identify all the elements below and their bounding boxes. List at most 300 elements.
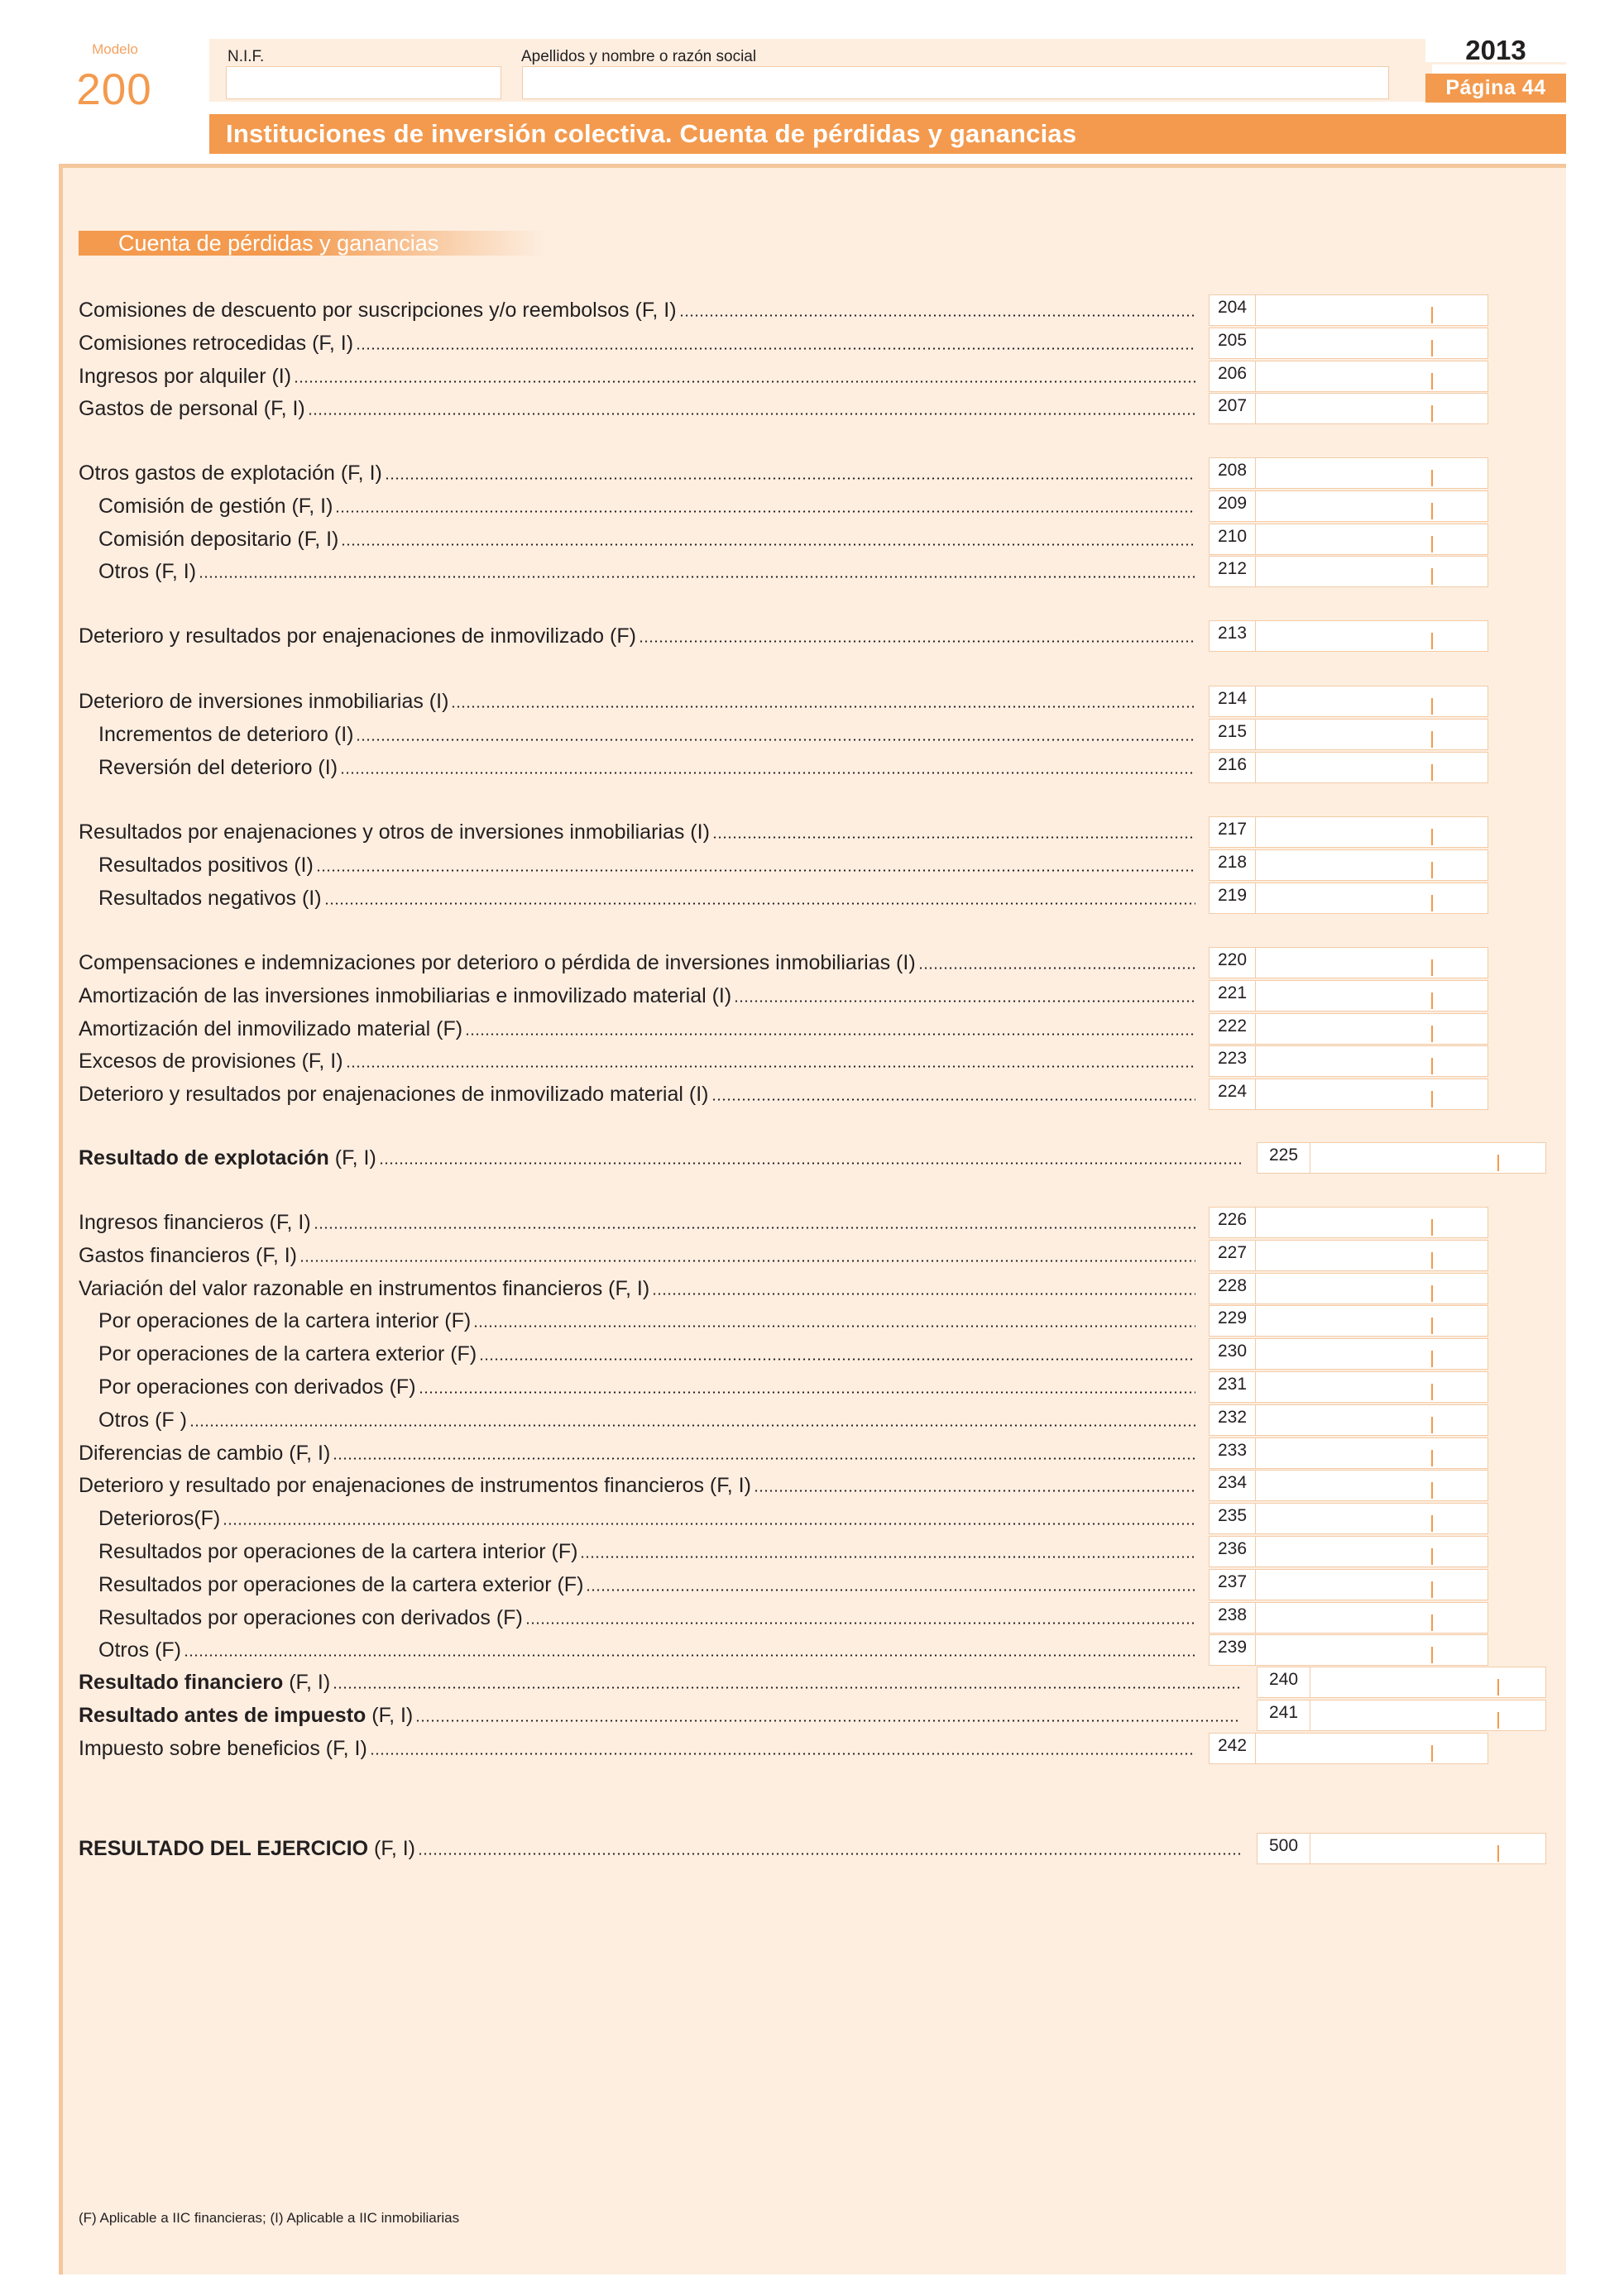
- box-code: 222: [1209, 1013, 1255, 1045]
- box-code: 227: [1209, 1240, 1255, 1271]
- amount-field-217[interactable]: [1209, 816, 1488, 848]
- row-label-text: Por operaciones de la cartera exterior (F): [98, 1342, 477, 1366]
- decimal-separator: [1431, 764, 1433, 781]
- box-code: 228: [1209, 1273, 1255, 1304]
- dot-leader: [356, 347, 1195, 350]
- form-row-222: [79, 1011, 1195, 1040]
- box-code: 234: [1209, 1470, 1255, 1501]
- form-row-204: [79, 292, 1195, 322]
- decimal-separator: [1431, 1285, 1433, 1302]
- row-label: [79, 1083, 709, 1106]
- amount-field-228[interactable]: [1209, 1273, 1488, 1304]
- row-label-text: Compensaciones e indemnizaciones por deterioro o pérdida de inversiones inmobiliarias (I): [79, 951, 916, 974]
- dot-leader: [451, 706, 1195, 708]
- amount-input[interactable]: [1255, 1733, 1488, 1764]
- amount-input[interactable]: [1255, 294, 1488, 326]
- row-label: [79, 528, 338, 551]
- dot-leader: [734, 1000, 1195, 1002]
- row-label-text: Ingresos por alquiler (I): [79, 365, 292, 388]
- dot-leader: [346, 1065, 1195, 1068]
- row-label: [79, 560, 196, 583]
- dot-leader: [324, 902, 1195, 905]
- box-code: 221: [1209, 980, 1255, 1012]
- amount-field-208[interactable]: [1209, 457, 1488, 489]
- row-label: [79, 854, 314, 877]
- amount-input[interactable]: [1255, 393, 1488, 424]
- amount-input[interactable]: [1255, 620, 1488, 652]
- box-code: 213: [1209, 620, 1255, 652]
- dot-leader: [479, 1358, 1195, 1361]
- amount-field-218[interactable]: [1209, 849, 1488, 881]
- amount-input[interactable]: [1255, 947, 1488, 978]
- decimal-separator: [1431, 1058, 1433, 1074]
- form-row-217: [79, 814, 1195, 844]
- row-label-text: Amortización de las inversiones inmobiliarias e inmovilizado material (I): [79, 984, 732, 1007]
- decimal-separator: [1431, 1482, 1433, 1499]
- decimal-separator: [1431, 1515, 1433, 1532]
- row-label: [79, 951, 916, 974]
- name-label: Apellidos y nombre o razón social: [521, 48, 757, 65]
- amount-field-223[interactable]: [1209, 1045, 1488, 1077]
- decimal-separator: [1431, 503, 1433, 519]
- amount-input[interactable]: [1310, 1667, 1546, 1698]
- amount-field-206[interactable]: [1209, 361, 1488, 392]
- amount-field-205[interactable]: [1209, 328, 1488, 359]
- box-code: 205: [1209, 328, 1255, 359]
- amount-field-234[interactable]: [1209, 1470, 1488, 1501]
- amount-input[interactable]: [1255, 719, 1488, 750]
- form-row-221: [79, 978, 1195, 1007]
- form-row-218: [79, 847, 1195, 877]
- amount-input[interactable]: [1255, 1079, 1488, 1110]
- dot-leader: [341, 543, 1195, 546]
- amount-field-225[interactable]: [1257, 1142, 1546, 1174]
- box-code: 226: [1209, 1207, 1255, 1238]
- dot-leader: [316, 869, 1195, 872]
- nif-label: N.I.F.: [228, 48, 265, 65]
- form-row-212: [79, 553, 1195, 583]
- decimal-separator: [1431, 568, 1433, 585]
- name-input[interactable]: [522, 66, 1389, 99]
- decimal-separator: [1431, 1548, 1433, 1565]
- dot-leader: [586, 1589, 1195, 1591]
- row-label-text: (F, I): [283, 1671, 331, 1694]
- amount-input[interactable]: [1255, 816, 1488, 848]
- amount-field-233[interactable]: [1209, 1437, 1488, 1469]
- row-label: [79, 1277, 649, 1300]
- amount-field-240[interactable]: [1257, 1667, 1546, 1698]
- row-label-text: Impuesto sobre beneficios (F, I): [79, 1737, 367, 1760]
- amount-field-232[interactable]: [1209, 1404, 1488, 1436]
- row-label-text: Diferencias de cambio (F, I): [79, 1442, 331, 1465]
- amount-field-241[interactable]: [1257, 1700, 1546, 1731]
- dot-leader: [199, 576, 1195, 578]
- box-code: 225: [1257, 1142, 1310, 1174]
- amount-input[interactable]: [1255, 1305, 1488, 1337]
- dot-leader: [580, 1556, 1195, 1558]
- amount-input[interactable]: [1255, 1404, 1488, 1436]
- row-label-text: Comisión depositario (F, I): [98, 528, 339, 551]
- dot-leader: [314, 1227, 1195, 1229]
- row-label: [79, 984, 731, 1007]
- row-label-text: Incrementos de deterioro (I): [98, 723, 354, 746]
- amount-input[interactable]: [1255, 328, 1488, 359]
- decimal-separator: [1431, 633, 1433, 649]
- box-code: 220: [1209, 947, 1255, 978]
- amount-field-235[interactable]: [1209, 1503, 1488, 1534]
- row-label-text: Comisiones de descuento por suscripciones y/o reembolsos (F, I): [79, 299, 677, 322]
- row-label: [79, 1606, 523, 1629]
- form-row-500: [79, 1830, 1241, 1860]
- row-label-text: Deterioros(F): [98, 1507, 221, 1530]
- row-label: [79, 820, 710, 844]
- box-code: 500: [1257, 1833, 1310, 1864]
- form-row-223: [79, 1043, 1195, 1073]
- year: 2013: [1425, 39, 1566, 65]
- box-code: 210: [1209, 524, 1255, 555]
- row-label: [79, 1573, 583, 1596]
- dot-leader: [189, 1424, 1195, 1427]
- amount-field-229[interactable]: [1209, 1305, 1488, 1337]
- decimal-separator: [1431, 536, 1433, 552]
- amount-field-216[interactable]: [1209, 752, 1488, 783]
- form-row-216: [79, 749, 1195, 779]
- dot-leader: [918, 967, 1195, 969]
- row-label-text: Ingresos financieros (F, I): [79, 1211, 311, 1234]
- row-label-bold: Resultado antes de impuesto: [79, 1704, 366, 1727]
- amount-input[interactable]: [1255, 1371, 1488, 1403]
- amount-field-219[interactable]: [1209, 883, 1488, 914]
- dot-leader: [385, 477, 1195, 480]
- amount-field-204[interactable]: [1209, 294, 1488, 326]
- footnote: (F) Aplicable a IIC financieras; (I) Aplicable a IIC inmobiliarias: [79, 2210, 460, 2226]
- amount-input[interactable]: [1255, 1634, 1488, 1666]
- row-label-text: (F, I): [328, 1146, 376, 1170]
- dot-leader: [340, 772, 1195, 774]
- box-code: 223: [1209, 1045, 1255, 1077]
- dot-leader: [415, 1720, 1241, 1722]
- amount-field-236[interactable]: [1209, 1536, 1488, 1567]
- row-label-text: Gastos de personal (F, I): [79, 397, 305, 420]
- row-label-text: Por operaciones con derivados (F): [98, 1375, 416, 1399]
- row-label: [79, 495, 333, 518]
- row-label: [79, 624, 636, 648]
- amount-field-237[interactable]: [1209, 1569, 1488, 1600]
- row-label-bold: Resultado de explotación: [79, 1146, 329, 1170]
- form-row-224: [79, 1076, 1195, 1106]
- row-label-text: Otros (F, I): [98, 560, 197, 583]
- modelo-label: Modelo: [92, 41, 138, 57]
- amount-field-227[interactable]: [1209, 1240, 1488, 1271]
- row-label-text: Gastos financieros (F, I): [79, 1244, 297, 1267]
- box-code: 240: [1257, 1667, 1310, 1698]
- amount-input[interactable]: [1255, 490, 1488, 522]
- decimal-separator: [1431, 1026, 1433, 1042]
- amount-field-238[interactable]: [1209, 1602, 1488, 1634]
- form-row-206: [79, 358, 1195, 388]
- decimal-separator: [1431, 307, 1433, 323]
- form-row-205: [79, 325, 1195, 355]
- box-code: 230: [1209, 1338, 1255, 1370]
- form-row-207: [79, 390, 1195, 420]
- form-row-213: [79, 618, 1195, 648]
- amount-input[interactable]: [1255, 1437, 1488, 1469]
- amount-field-210[interactable]: [1209, 524, 1488, 555]
- amount-input[interactable]: [1310, 1142, 1546, 1174]
- box-code: 235: [1209, 1503, 1255, 1534]
- row-label: [79, 1638, 181, 1662]
- row-label: [79, 1146, 376, 1170]
- form-row-239: [79, 1632, 1195, 1662]
- form-row-227: [79, 1237, 1195, 1267]
- decimal-separator: [1431, 862, 1433, 878]
- row-label-text: Resultados positivos (I): [98, 854, 314, 877]
- box-code: 239: [1209, 1634, 1255, 1666]
- row-label-bold: Resultado financiero: [79, 1671, 284, 1694]
- decimal-separator: [1431, 405, 1433, 422]
- box-code: 217: [1209, 816, 1255, 848]
- amount-input[interactable]: [1255, 849, 1488, 881]
- page-title: Instituciones de inversión colectiva. Cuenta de pérdidas y ganancias: [209, 114, 1566, 154]
- form-row-231: [79, 1369, 1195, 1399]
- decimal-separator: [1431, 959, 1433, 976]
- amount-input[interactable]: [1255, 752, 1488, 783]
- section-title: Cuenta de pérdidas y ganancias: [79, 231, 546, 256]
- box-code: 216: [1209, 752, 1255, 783]
- row-label: [79, 887, 322, 910]
- box-code: 224: [1209, 1079, 1255, 1110]
- form-row-230: [79, 1336, 1195, 1366]
- amount-input[interactable]: [1255, 1045, 1488, 1077]
- row-label: [79, 1409, 187, 1432]
- decimal-separator: [1431, 1614, 1433, 1631]
- row-label-text: Resultados por operaciones de la cartera exterior (F): [98, 1573, 584, 1596]
- amount-field-213[interactable]: [1209, 620, 1488, 652]
- amount-input[interactable]: [1255, 1338, 1488, 1370]
- row-label: [79, 1474, 751, 1497]
- decimal-separator: [1431, 731, 1433, 748]
- dot-leader: [379, 1162, 1241, 1165]
- row-label: [79, 397, 305, 420]
- box-code: 204: [1209, 294, 1255, 326]
- decimal-separator: [1431, 1384, 1433, 1400]
- amount-field-230[interactable]: [1209, 1338, 1488, 1370]
- decimal-separator: [1431, 1450, 1433, 1466]
- form-row-209: [79, 488, 1195, 518]
- dot-leader: [652, 1293, 1195, 1295]
- amount-input[interactable]: [1255, 1569, 1488, 1600]
- row-label-text: Deterioro de inversiones inmobiliarias (I): [79, 690, 449, 713]
- amount-field-214[interactable]: [1209, 686, 1488, 717]
- decimal-separator: [1497, 1155, 1499, 1171]
- row-label: [79, 723, 353, 746]
- form-row-232: [79, 1402, 1195, 1432]
- decimal-separator: [1497, 1679, 1499, 1696]
- box-code: 233: [1209, 1437, 1255, 1469]
- amount-input[interactable]: [1255, 1207, 1488, 1238]
- dot-leader: [754, 1490, 1195, 1492]
- box-code: 207: [1209, 393, 1255, 424]
- amount-field-212[interactable]: [1209, 556, 1488, 587]
- decimal-separator: [1497, 1712, 1499, 1729]
- box-code: 229: [1209, 1305, 1255, 1337]
- dot-leader: [223, 1523, 1195, 1525]
- form-row-214: [79, 683, 1195, 713]
- row-label: [79, 690, 448, 713]
- box-code: 209: [1209, 490, 1255, 522]
- dot-leader: [333, 1457, 1195, 1460]
- form-row-233: [79, 1435, 1195, 1465]
- decimal-separator: [1431, 1091, 1433, 1107]
- amount-input[interactable]: [1255, 1470, 1488, 1501]
- form-row-225: [79, 1140, 1241, 1170]
- amount-input[interactable]: [1255, 1240, 1488, 1271]
- form-row-238: [79, 1600, 1195, 1629]
- amount-input[interactable]: [1255, 361, 1488, 392]
- form-row-240: [79, 1664, 1241, 1694]
- dot-leader: [465, 1033, 1195, 1036]
- amount-field-207[interactable]: [1209, 393, 1488, 424]
- decimal-separator: [1431, 993, 1433, 1009]
- row-label-text: Resultados por operaciones con derivados (F): [98, 1606, 523, 1629]
- decimal-separator: [1431, 829, 1433, 845]
- row-label-text: (F, I): [368, 1837, 415, 1860]
- row-label: [79, 1050, 343, 1073]
- row-label-text: (F, I): [366, 1704, 414, 1727]
- amount-input[interactable]: [1255, 457, 1488, 489]
- row-label-text: Variación del valor razonable en instrumentos financieros (F, I): [79, 1277, 650, 1300]
- row-label: [79, 332, 353, 355]
- amount-field-242[interactable]: [1209, 1733, 1488, 1764]
- row-label-text: Por operaciones de la cartera interior (F): [98, 1309, 472, 1332]
- amount-field-500[interactable]: [1257, 1833, 1546, 1864]
- dot-leader: [356, 739, 1195, 741]
- dot-leader: [679, 314, 1195, 317]
- row-label-text: Deterioro y resultados por enajenaciones de inmovilizado (F): [79, 624, 636, 648]
- row-label-bold: RESULTADO DEL EJERCICIO: [79, 1837, 369, 1860]
- amount-field-239[interactable]: [1209, 1634, 1488, 1666]
- row-label: [79, 756, 338, 779]
- row-label: [79, 1704, 413, 1727]
- amount-field-226[interactable]: [1209, 1207, 1488, 1238]
- box-code: 218: [1209, 849, 1255, 881]
- box-code: 214: [1209, 686, 1255, 717]
- box-code: 238: [1209, 1602, 1255, 1634]
- amount-input[interactable]: [1255, 686, 1488, 717]
- form-row-235: [79, 1500, 1195, 1530]
- box-code: 212: [1209, 556, 1255, 587]
- decimal-separator: [1431, 1745, 1433, 1762]
- amount-input[interactable]: [1255, 883, 1488, 914]
- form-row-226: [79, 1204, 1195, 1234]
- box-code: 236: [1209, 1536, 1255, 1567]
- row-label-text: Amortización del inmovilizado material (F): [79, 1017, 463, 1040]
- row-label: [79, 1540, 577, 1563]
- row-label-text: Deterioro y resultado por enajenaciones de instrumentos financieros (F, I): [79, 1474, 751, 1497]
- amount-input[interactable]: [1310, 1833, 1546, 1864]
- amount-field-215[interactable]: [1209, 719, 1488, 750]
- decimal-separator: [1431, 895, 1433, 911]
- row-label: [79, 1211, 311, 1234]
- amount-input[interactable]: [1255, 556, 1488, 587]
- dot-leader: [294, 380, 1195, 383]
- amount-field-220[interactable]: [1209, 947, 1488, 978]
- amount-field-222[interactable]: [1209, 1013, 1488, 1045]
- decimal-separator: [1431, 470, 1433, 486]
- dot-leader: [639, 640, 1195, 643]
- amount-input[interactable]: [1255, 1602, 1488, 1634]
- amount-input[interactable]: [1255, 524, 1488, 555]
- nif-input[interactable]: [226, 66, 501, 99]
- box-code: 208: [1209, 457, 1255, 489]
- form-row-208: [79, 455, 1195, 485]
- dot-leader: [419, 1391, 1195, 1394]
- decimal-separator: [1431, 340, 1433, 356]
- amount-input[interactable]: [1255, 1013, 1488, 1045]
- amount-field-231[interactable]: [1209, 1371, 1488, 1403]
- row-label: [79, 462, 382, 485]
- amount-field-209[interactable]: [1209, 490, 1488, 522]
- form-row-215: [79, 716, 1195, 746]
- row-label: [79, 1737, 367, 1760]
- box-code: 219: [1209, 883, 1255, 914]
- row-label-text: Resultados por enajenaciones y otros de inversiones inmobiliarias (I): [79, 820, 710, 844]
- row-label: [79, 1442, 330, 1465]
- amount-input[interactable]: [1255, 980, 1488, 1012]
- row-label-text: Otros gastos de explotación (F, I): [79, 462, 382, 485]
- amount-field-221[interactable]: [1209, 980, 1488, 1012]
- row-label: [79, 1375, 416, 1399]
- row-label: [79, 1342, 477, 1366]
- dot-leader: [712, 836, 1195, 839]
- row-label-text: Resultados por operaciones de la cartera interior (F): [98, 1540, 578, 1563]
- row-label: [79, 1507, 220, 1530]
- dot-leader: [335, 510, 1195, 513]
- box-code: 231: [1209, 1371, 1255, 1403]
- dot-leader: [370, 1753, 1195, 1755]
- amount-input[interactable]: [1255, 1503, 1488, 1534]
- amount-input[interactable]: [1255, 1536, 1488, 1567]
- row-label-text: Otros (F ): [98, 1409, 187, 1432]
- row-label: [79, 1837, 415, 1860]
- box-code: 206: [1209, 361, 1255, 392]
- row-label: [79, 365, 291, 388]
- dot-leader: [418, 1853, 1241, 1855]
- decimal-separator: [1431, 1318, 1433, 1334]
- form-row-219: [79, 880, 1195, 910]
- box-code: 242: [1209, 1733, 1255, 1764]
- box-code: 215: [1209, 719, 1255, 750]
- amount-field-224[interactable]: [1209, 1079, 1488, 1110]
- decimal-separator: [1431, 1647, 1433, 1663]
- form-row-236: [79, 1533, 1195, 1563]
- box-code: 237: [1209, 1569, 1255, 1600]
- row-label-text: Deterioro y resultados por enajenaciones de inmovilizado material (I): [79, 1083, 709, 1106]
- form-row-242: [79, 1730, 1195, 1760]
- dot-leader: [308, 413, 1195, 415]
- box-code: 232: [1209, 1404, 1255, 1436]
- form-row-241: [79, 1697, 1241, 1727]
- form-row-234: [79, 1467, 1195, 1497]
- decimal-separator: [1431, 1219, 1433, 1236]
- amount-input[interactable]: [1310, 1700, 1546, 1731]
- decimal-separator: [1431, 1351, 1433, 1367]
- form-row-228: [79, 1270, 1195, 1300]
- decimal-separator: [1431, 1252, 1433, 1269]
- row-label: [79, 299, 677, 322]
- row-label-text: Excesos de provisiones (F, I): [79, 1050, 343, 1073]
- amount-input[interactable]: [1255, 1273, 1488, 1304]
